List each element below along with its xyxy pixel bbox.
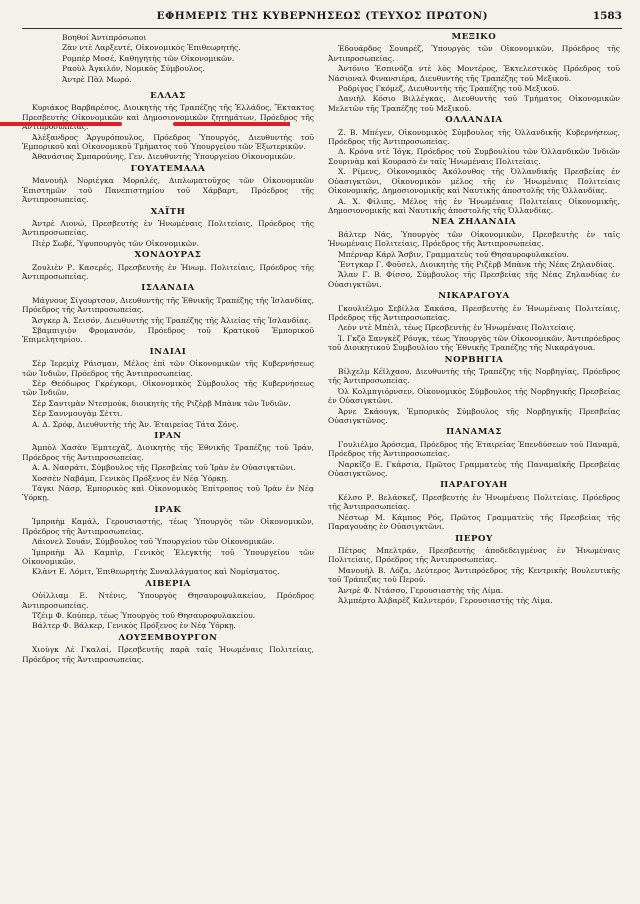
delegate-line: Ἀντρὲ Πὰλ Μωρό.: [62, 74, 132, 84]
delegate-entry: Ἀθανάσιος Σμπαρούνης, Γεν. Διευθυντὴς Ὑπουργείου Οἰκονομικῶν.: [32, 152, 296, 162]
delegate-entry: Α. Χ. Φίλιπς, Μέλος τῆς ἐν Ἡνωμέναις Πολιτείαις Οἰκονομικῆς, Δημοσιονομικῆς καὶ Ναυτικῆς ἀποστολῆς τῆς Ὀλλανδίας.: [328, 196, 620, 215]
section-heading: ΝΙΚΑΡΑΓΟΥΑ: [438, 291, 510, 302]
section-heading: ΙΡΑΚ: [154, 504, 182, 515]
section-heading: ΝΕΑ ΖΗΛΑΝΔΙΑ: [431, 217, 517, 228]
section-heading: ΠΑΡΑΓΟΥΑΗ: [440, 480, 508, 491]
section-heading: ΓΟΥΑΤΕΜΑΛΑ: [130, 163, 206, 174]
delegate-entry: Χ. Ρίμενς, Οἰκονομικὸς Ἀκόλουθος τῆς Ὀλλανδικῆς Πρεσβείας ἐν Οὐασιγκτῶνι, Οἰκονομικὸν μέλος τῆς ἐν Ἡνωμέναις Πολιτείαις Οἰκονομικῆς, Δημοσιονομικῆς καὶ Ναυτικῆς ἀποστολῆς τῆς Ὀλλανδίας.: [328, 167, 620, 196]
delegate-entry: Σὲρ Ἰερεμὶχ Ράισμαν, Μέλος ἐπὶ τῶν Οἰκονομικῶν τῆς Κυβερνήσεως τῶν Ἰνδιῶν, Πρόεδρος τῆς Ἀντιπροσωπείας.: [22, 359, 314, 378]
delegate-entry: Λάιονελ Σουάν, Σύμβουλος τοῦ Ὑπουργείου τῶν Οἰκονομικῶν.: [32, 537, 275, 547]
delegate-entry: Ἔντγκαρ Γ. Φοῦσελ, Διοικητὴς τῆς Ριζὲρβ Μπὰνκ τῆς Νέας Ζηλανδίας.: [338, 259, 615, 269]
delegate-entry: Ζ. Β. Μπέγεν, Οἰκονομικὸς Σύμβουλος τῆς Ὀλλανδικῆς Κυβερνήσεως, Πρόεδρος τῆς Ἀντιπροσωπείας.: [328, 127, 620, 147]
delegate-entry: Βίλχελμ Κέϊλχαου, Διευθυντὴς τῆς Τραπέζης τῆς Νορβηγίας, Πρόεδρος τῆς Ἀντιπροσωπείας.: [328, 367, 620, 386]
delegate-entry: Σβαμπιγιὸν Φρομανσόν, Πρόεδρος τοῦ Κρατικοῦ Ἐμπορικοῦ Ἐπιμελητηρίου.: [22, 325, 314, 345]
delegate-entry: Ἀμπὸλ Χασὰν Ἐμπτεχάζ, Διοικητὴς τῆς Ἐθνικῆς Τραπέζης τοῦ Ἰράν, Πρόεδρος τῆς Ἀντιπροσωπείας.: [22, 443, 314, 462]
delegate-entry: Κέλσο Ρ. Βελάσκεζ, Πρεσβευτὴς ἐν Ἡνωμέναις Πολιτείαις, Πρόεδρος τῆς Ἀντιπροσωπείας.: [328, 492, 620, 512]
delegate-entry: Ἀντρὲ Λιονώ, Πρεσβευτὴς ἐν Ἡνωμέναις Πολιτείαις, Πρόεδρος τῆς Ἀντιπροσωπείας.: [22, 218, 314, 238]
section-heading: ΜΕΞΙΚΟ: [451, 32, 497, 42]
delegate-entry: Ἰμπραὴμ Ἀλ Καμπὶρ, Γενικὸς Ἐλεγκτὴς τοῦ Ὑπουργείου τῶν Οἰκονομικῶν.: [22, 547, 314, 566]
section-heading: ΝΟΡΒΗΓΙΑ: [444, 354, 504, 365]
section-heading: ΛΙΒΕΡΙΑ: [145, 578, 191, 589]
delegate-entry: Ἀντρὲ Φ. Ντάσσο, Γερουσιαστὴς τῆς Λίμα.: [338, 585, 504, 595]
delegate-entry: Γκουλιέλμο Σεβίλλα Σακάσα, Πρεσβευτὴς ἐν Ἡνωμέναις Πολιτείαις, Πρόεδρος τῆς Ἀντιπροσωπείας.: [328, 303, 620, 322]
right-column: [328, 33, 620, 665]
delegate-entry: Χιοὺγκ Λὲ Γκαλαί, Πρεσβευτὴς παρὰ ταῖς Ἡνωμέναις Πολιτείαις, Πρόεδρος τῆς Ἀντιπροσωπείας.: [22, 645, 314, 664]
section-heading: ΕΛΛΑΣ: [150, 91, 186, 102]
delegate-entry: Ζουλιὲν Ρ. Κασερές, Πρεσβευτὴς ἐν Ἡνωμ. Πολιτείαις, Πρόεδρος τῆς Ἀντιπροσωπείας.: [22, 262, 314, 281]
delegate-entry: Ἀρνε Σκάουγκ, Ἐμπορικὸς Σύμβουλος τῆς Νορβηγικῆς Πρεσβείας Οὐασιγκτῶνος.: [328, 406, 620, 426]
delegate-entry: Ἀντόνιο Ἐσπινόζα ντὲ λὸς Μοντέρος, Ἐκτελεστικὸς Πρόεδρος τοῦ Νάσιοναλ Φινανσιέρα, Διευθυντὴς τῆς Τραπέζης τοῦ Μεξικοῦ.: [328, 64, 620, 83]
section-heading: ΠΑΝΑΜΑΣ: [446, 427, 502, 438]
delegate-entry: Μάγνους Σίγουρτσον, Διευθυντὴς τῆς Ἐθνικῆς Τραπέζης τῆς Ἰσλανδίας, Πρόεδρος τῆς Ἀντιπροσωπείας.: [22, 295, 314, 315]
delegate-entry: Πιὲρ Σωβέ, Ὑφυπουργὸς τῶν Οἰκονομικῶν.: [32, 238, 200, 248]
delegate-entry: Μανουὴλ Β. Λόζα, Δεύτερος Ἀντιπρόεδρος τῆς Κεντρικῆς Βουλευτικῆς τοῦ Τράπεζας τοῦ Περοῦ.: [328, 565, 620, 585]
delegate-entry: Ναρκίζο Ε. Γκάρσια, Πρῶτος Γραμματεὺς τῆς Παναμαϊκῆς Πρεσβείας Οὐασιγκτῶνος.: [328, 459, 620, 479]
delegate-entry: Δ. Κρόνα ντὲ Ἰόγκ, Πρόεδρος τοῦ Συμβουλίου τῶν Ὀλλανδικῶν Ἰνδιῶν Σουρινὰμ καὶ Κουρασὸ ἐν ταῖς Ἡνωμέναις Πολιτείαις.: [328, 147, 620, 166]
delegate-entry: Ροδρίγος Γκόμεζ, Διευθυντὴς τῆς Τραπέζης τοῦ Μεξικοῦ.: [338, 84, 560, 94]
delegate-entry: Ἀλέξανδρος Ἀργυρόπουλος, Πρόεδρος Ὑπουργός, Διευθυντὴς τοῦ Ἐμπορικοῦ καὶ Οἰκονομικοῦ Τμήματος τοῦ Ὑπουργείου τῶν Ἐξωτερικῶν.: [22, 132, 314, 152]
delegate-entry: Νέστωρ Μ. Κάμπος Ρός, Πρῶτος Γραμματεὺς τῆς Πρεσβείας τῆς Παραγουάης ἐν Οὐασιγκτῶνι.: [328, 512, 620, 532]
text-columns: [22, 33, 622, 665]
delegate-entry: Α. Α. Νασράτι, Σύμβουλος τῆς Πρεσβείας τοῦ Ἰρὰν ἐν Οὐασιγκτῶνι.: [32, 463, 296, 473]
section-heading: ΙΡΑΝ: [154, 431, 182, 442]
delegate-entry: Κυριάκος Βαρβαρέσος, Διοικητὴς τῆς Τραπέζης τῆς Ἑλλάδος, Ἔκτακτος Πρεσβευτὴς Οἰκονομικῶν καὶ Δημοσιονομικῶν ζητημάτων, Πρόεδρος τῆς Ἀντιπροσωπείας.: [22, 103, 314, 132]
section-heading: ΧΟΝΔΟΥΡΑΣ: [134, 250, 202, 261]
delegate-entry: Δανιὴλ Κόσιο Βιλλέγκας, Διευθυντὴς τοῦ Τμήματος Οἰκονομικῶν Μελετῶν τῆς Τραπέζης τοῦ Μεξικοῦ.: [328, 94, 620, 113]
delegate-entry: Ἄσγκερ Ἀ. Σεισόν, Διευθυντὴς τῆς Τραπέζης τῆς Ἀλιείας τῆς Ἰσλανδίας.: [32, 315, 312, 325]
delegate-entry: Σὲρ Σαννμουγὰμ Σέττι.: [32, 409, 123, 419]
delegate-entry: Χοσσὲν Ναβάμπ, Γενικὸς Πρόξενος ἐν Νέᾳ Ὑόρκῃ.: [32, 473, 229, 483]
delegate-line: Βοηθοί Ἀντιπρόσωποι: [62, 33, 147, 42]
page-number: 1583: [592, 10, 622, 22]
section-heading: ΠΕΡΟΥ: [455, 533, 493, 544]
section-heading: ΛΟΥΞΕΜΒΟΥΡΓΟΝ: [118, 632, 218, 643]
delegate-entry: Βάλτερ Νάς, Ὑπουργὸς τῶν Οἰκονομικῶν, Πρεσβευτὴς ἐν ταῖς Ἡνωμέναις Πολιτείαις, Πρόεδρος τῆς Ἀντιπροσωπείας.: [328, 229, 620, 249]
delegate-entry: Πέτρος Μπελτράν, Πρεσβευτὴς ἀποδεδειγμένος ἐν Ἡνωμέναις Πολιτείαις, Πρόεδρος τῆς Ἀντιπροσωπείας.: [328, 545, 620, 565]
delegate-entry: Οὐίλλιαμ Ε. Ντένις, Ὑπουργὸς Θησαυροφυλακείου, Πρόεδρος Ἀντιπροσωπείας.: [22, 591, 314, 610]
delegate-entry: Ἀλμπέρτο Ἀλβαρὲζ Καλντερόν, Γερουσιαστὴς τῆς Λίμα.: [338, 595, 553, 605]
section-heading: ΟΛΛΑΝΔΙΑ: [445, 115, 503, 126]
delegate-entry: Ὀλ Κολμπγιόρνσεν, Οἰκονομικὸς Σύμβουλος τῆς Νορβηγικῆς Πρεσβείας ἐν Οὐασιγκτῶνι.: [328, 386, 620, 406]
delegate-entry: Σὲρ Θεόδωρος Γκρέγκορι, Οἰκονομικὸς Σύμβουλος τῆς Κυβερνήσεως τῶν Ἰνδιῶν.: [22, 379, 314, 398]
delegate-line: Ραοὺλ Ἀγκιλόν, Νομικὸς Σύμβουλος.: [62, 64, 205, 74]
delegate-entry: Ἰ. Γκζὸ Σανγκὲζ Ρόυγκ, τέως Ὑπουργὸς τῶν Οἰκονομικῶν, Ἀντιπρόεδρος τοῦ Διοικητικοῦ Συμβουλίου τῆς Ἐθνικῆς Τραπέζης τῆς Νικαράγουα.: [328, 333, 620, 353]
delegate-entry: Ἰμπραὴμ Καμάλ, Γερουσιαστής, τέως Ὑπουργὸς τῶν Οἰκονομικῶν, Πρόεδρος τῆς Ἀντιπροσωπείας.: [22, 517, 314, 536]
section-heading: ΙΝΔΙΑΙ: [149, 346, 187, 357]
section-heading: ΧΑΪΤΗ: [150, 206, 186, 217]
delegate-entry: Τζέιμ Φ. Κούπερ, τέως Ὑπουργὸς τοῦ Θησαυροφυλακείου.: [32, 610, 256, 620]
delegate-entry: Ἐδουάρδος Σουαρέζ, Ὑπουργὸς τῶν Οἰκονομικῶν, Πρόεδρος τῆς Ἀντιπροσωπείας.: [328, 44, 620, 63]
delegate-entry: Βάλτερ Φ. Βάλκερ, Γενικὸς Πρόξενος ἐν Νέᾳ Ὑόρκῃ.: [32, 621, 236, 631]
delegate-entry: Σὲρ Σαντιμὰν Ντεσμούκ, διοικητὴς τῆς Ριζὲρβ Μπὰνκ τῶν Ἰνδιῶν.: [32, 398, 291, 408]
page-header: [22, 10, 622, 29]
delegate-line: Ζὰν ντὲ Λαρξεντέ, Οἰκονομικὸς Ἐπιθεωρητής.: [62, 43, 241, 53]
gazette-title: ΕΦΗΜΕΡΙΣ ΤΗΣ ΚΥΒΕΡΝΗΣΕΩΣ (ΤΕΥΧΟΣ ΠΡΩΤΟΝ): [156, 10, 489, 22]
delegate-entry: Τάγκι Νάσρ, Ἐμπορικὸς καὶ Οἰκονομικὸς Ἐπίτροπος τοῦ Ἰρὰν ἐν Νέᾳ Ὑόρκῃ.: [22, 484, 314, 503]
delegate-entry: Λεὸν ντὲ Μπέιλ, τέως Πρεσβευτὴς ἐν Ἡνωμέναις Πολιτείαις.: [338, 323, 576, 333]
delegate-entry: Κλὰντ Ε. Λόμιτ, Ἐπιθεωρητὴς Συναλλάγματος καὶ Νομίσματος.: [32, 567, 280, 577]
delegate-line: Ρομπὲρ Μοσέ, Καθηγητὴς τῶν Οἰκονομικῶν.: [62, 53, 235, 63]
section-heading: ΙΣΛΑΝΔΙΑ: [141, 283, 195, 294]
delegate-entry: Μανουὴλ Νοριέγκα Μοραλές, Διπλωματοῦχος τῶν Οἰκονομικῶν Ἐπιστημῶν τοῦ Πανεπιστημίου τοῦ Χάρβαρτ, Πρόεδρος τῆς Ἀντιπροσωπείας.: [22, 176, 314, 205]
left-column: [22, 33, 314, 665]
delegate-entry: Γουλιέλμο Ἀρόσεμα, Πρόεδρος τῆς Ἑταιρείας Ἐπενδύσεων τοῦ Παναμᾶ, Πρόεδρος τῆς Ἀντιπροσωπείας.: [328, 439, 620, 459]
delegate-entry: Μπέρναρ Κάρλ Ἄσβιν, Γραμματεὺς τοῦ Θησαυροφυλακείου.: [338, 249, 569, 259]
delegate-entry: Α. Δ. Σρόφ, Διευθυντὴς τῆς Ἀν. Ἑταιρείας Τάτα Σόνς.: [32, 419, 239, 429]
delegate-entry: Ἄλαν Γ. Β. Φίσσο, Σύμβουλος τῆς Πρεσβείας τῆς Νέας Ζηλανδίας ἐν Οὐασιγκτῶνι.: [328, 270, 620, 289]
